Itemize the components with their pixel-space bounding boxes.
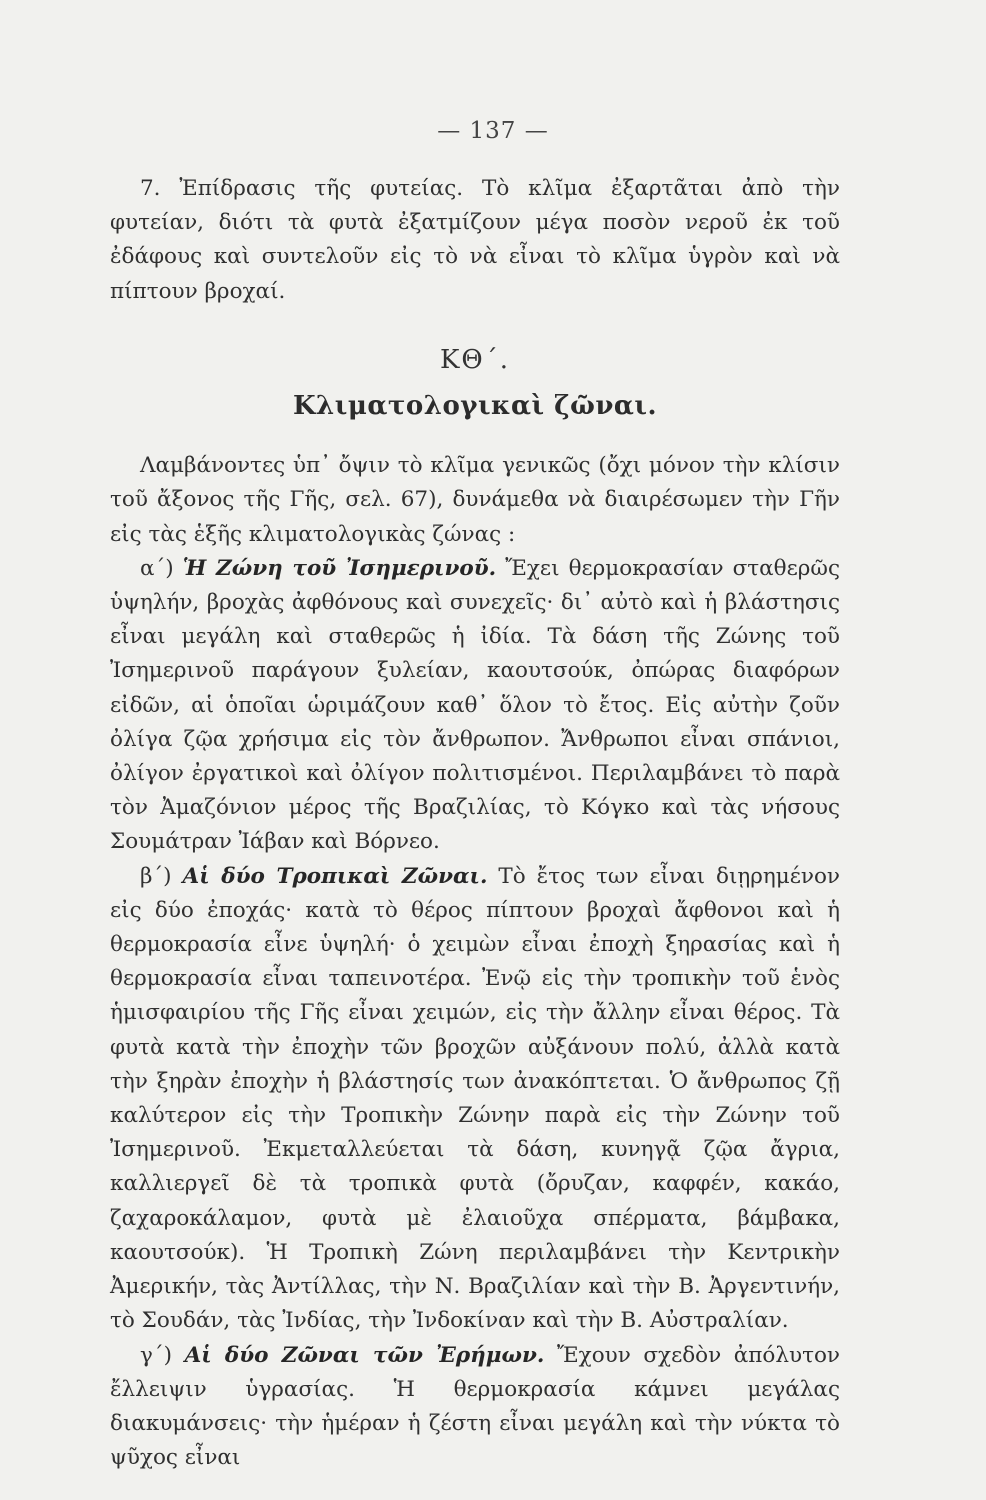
section-label-beta: β΄)	[140, 863, 172, 889]
section-label-alpha: α΄)	[140, 555, 174, 581]
chapter-title: Κλιματολογικαὶ ζῶναι.	[292, 391, 658, 422]
paragraph-desert-zones	[110, 1339, 840, 1476]
text-desert-zones: Ἔχουν σχεδὸν ἀπόλυτον ἔλλειψιν ὑγρασίας. Ἡ θερμοκρασία κάμνει μεγάλας διακυμάνσεις· τὴν ἡμέραν ἡ ζέστη εἶναι μεγάλη καὶ τὴν νύκτα τὸ ψῦχος εἶναι	[110, 1342, 840, 1471]
paragraph-vegetation-effect: 7. Ἐπίδρασις τῆς φυτείας. Τὸ κλῖμα ἐξαρτᾶται ἀπὸ τὴν φυτείαν, διότι τὰ φυτὰ ἐξατμίζουν μέγα ποσὸν νεροῦ ἐκ τοῦ ἐδάφους καὶ συντελοῦν εἰς τὸ νὰ εἶναι τὸ κλῖμα ὑγρὸν καὶ νὰ πίπτουν βροχαί.	[110, 176, 840, 304]
paragraph-tropical-zones	[110, 860, 840, 1339]
chapter-number: ΚΘ΄.	[439, 344, 510, 375]
heading-tropical-zones: Αἱ δύο Τροπικαὶ Ζῶναι.	[182, 863, 488, 889]
page-body	[110, 172, 840, 1475]
paragraph-equatorial-zone	[110, 552, 840, 860]
page-number: — 137 —	[437, 118, 549, 144]
text-tropical-zones: Τὸ ἔτος των εἶναι διῃρημένον εἰς δύο ἐποχάς· κατὰ τὸ θέρος πίπτουν βροχαὶ ἄφθονοι καὶ ἡ θερμοκρασία εἶνε ὑψηλή· ὁ χειμὼν εἶναι ἐποχὴ ξηρασίας καὶ ἡ θερμοκρασία εἶναι ταπεινοτέρα. Ἐνῷ εἰς τὴν τροπικὴν τοῦ ἑνὸς ἡμισφαιρίου τῆς Γῆς εἶναι χειμών, εἰς τὴν ἄλλην εἶναι θέρος. Τὰ φυτὰ κατὰ τὴν ἐποχὴν τῶν βροχῶν αὐξάνουν πολύ, ἀλλὰ κατὰ τὴν ξηρὰν ἐποχὴν ἡ βλάστησίς των ἀνακόπτεται. Ὁ ἄνθρωπος ζῇ καλύτερον εἰς τὴν Τροπικὴν Ζώνην παρὰ εἰς τὴν Ζώνην τοῦ Ἰσημερινοῦ. Ἐκμεταλλεύεται τὰ δάση, κυνηγᾷ ζῷα ἄγρια, καλλιεργεῖ δὲ τὰ τροπικὰ φυτὰ (ὄρυζαν, καφφέν, κακάο, ζαχαροκάλαμον, φυτὰ μὲ ἐλαιοῦχα σπέρματα, βάμβακα, καουτσούκ). Ἡ Τροπικὴ Ζώνη περιλαμβάνει τὴν Κεντρικὴν Ἀμερικήν, τὰς Ἀντίλλας, τὴν Ν. Βραζιλίαν καὶ τὴν Β. Ἀργεντινήν, τὸ Σουδάν, τὰς Ἰνδίας, τὴν Ἰνδοκίναν καὶ τὴν Β. Αὐστραλίαν.	[110, 863, 841, 1334]
text-equatorial-zone: Ἔχει θερμοκρασίαν σταθερῶς ὑψηλήν, βροχὰς ἀφθόνους καὶ συνεχεῖς· δι᾿ αὐτὸ καὶ ἡ βλάστησις εἶναι μεγάλη καὶ σταθερῶς ἡ ἰδία. Τὰ δάση τῆς Ζώνης τοῦ Ἰσημερινοῦ παράγουν ξυλείαν, καουτσούκ, ὀπώρας διαφόρων εἰδῶν, αἱ ὁποῖαι ὡριμάζουν καθ᾿ ὅλον τὸ ἔτος. Εἰς αὐτὴν ζοῦν ὀλίγα ζῷα χρήσιμα εἰς τὸν ἄνθρωπον. Ἄνθρωποι εἶναι σπάνιοι, ὀλίγον ἐργατικοὶ καὶ ὀλίγον πολιτισμένοι. Περιλαμβάνει τὸ παρὰ τὸν Ἀμαζόνιον μέρος τῆς Βραζιλίας, τὸ Κόγκο καὶ τὰς νήσους Σουμάτραν Ἰάβαν καὶ Βόρνεο.	[110, 555, 840, 855]
heading-desert-zones: Αἱ δύο Ζῶναι τῶν Ἐρήμων.	[184, 1342, 545, 1368]
heading-equatorial-zone: Ἡ Ζώνη τοῦ Ἰσημερινοῦ.	[182, 555, 497, 581]
paragraph-intro: Λαμβάνοντες ὑπ᾿ ὄψιν τὸ κλῖμα γενικῶς (ὄχι μόνον τὴν κλίσιν τοῦ ἄξονος τῆς Γῆς, σελ. 67), δυνάμεθα νὰ διαιρέσωμεν τὴν Γῆν εἰς τὰς ἑξῆς κλιματολογικὰς ζώνας :	[110, 453, 840, 547]
section-label-gamma: γ΄)	[140, 1342, 172, 1368]
